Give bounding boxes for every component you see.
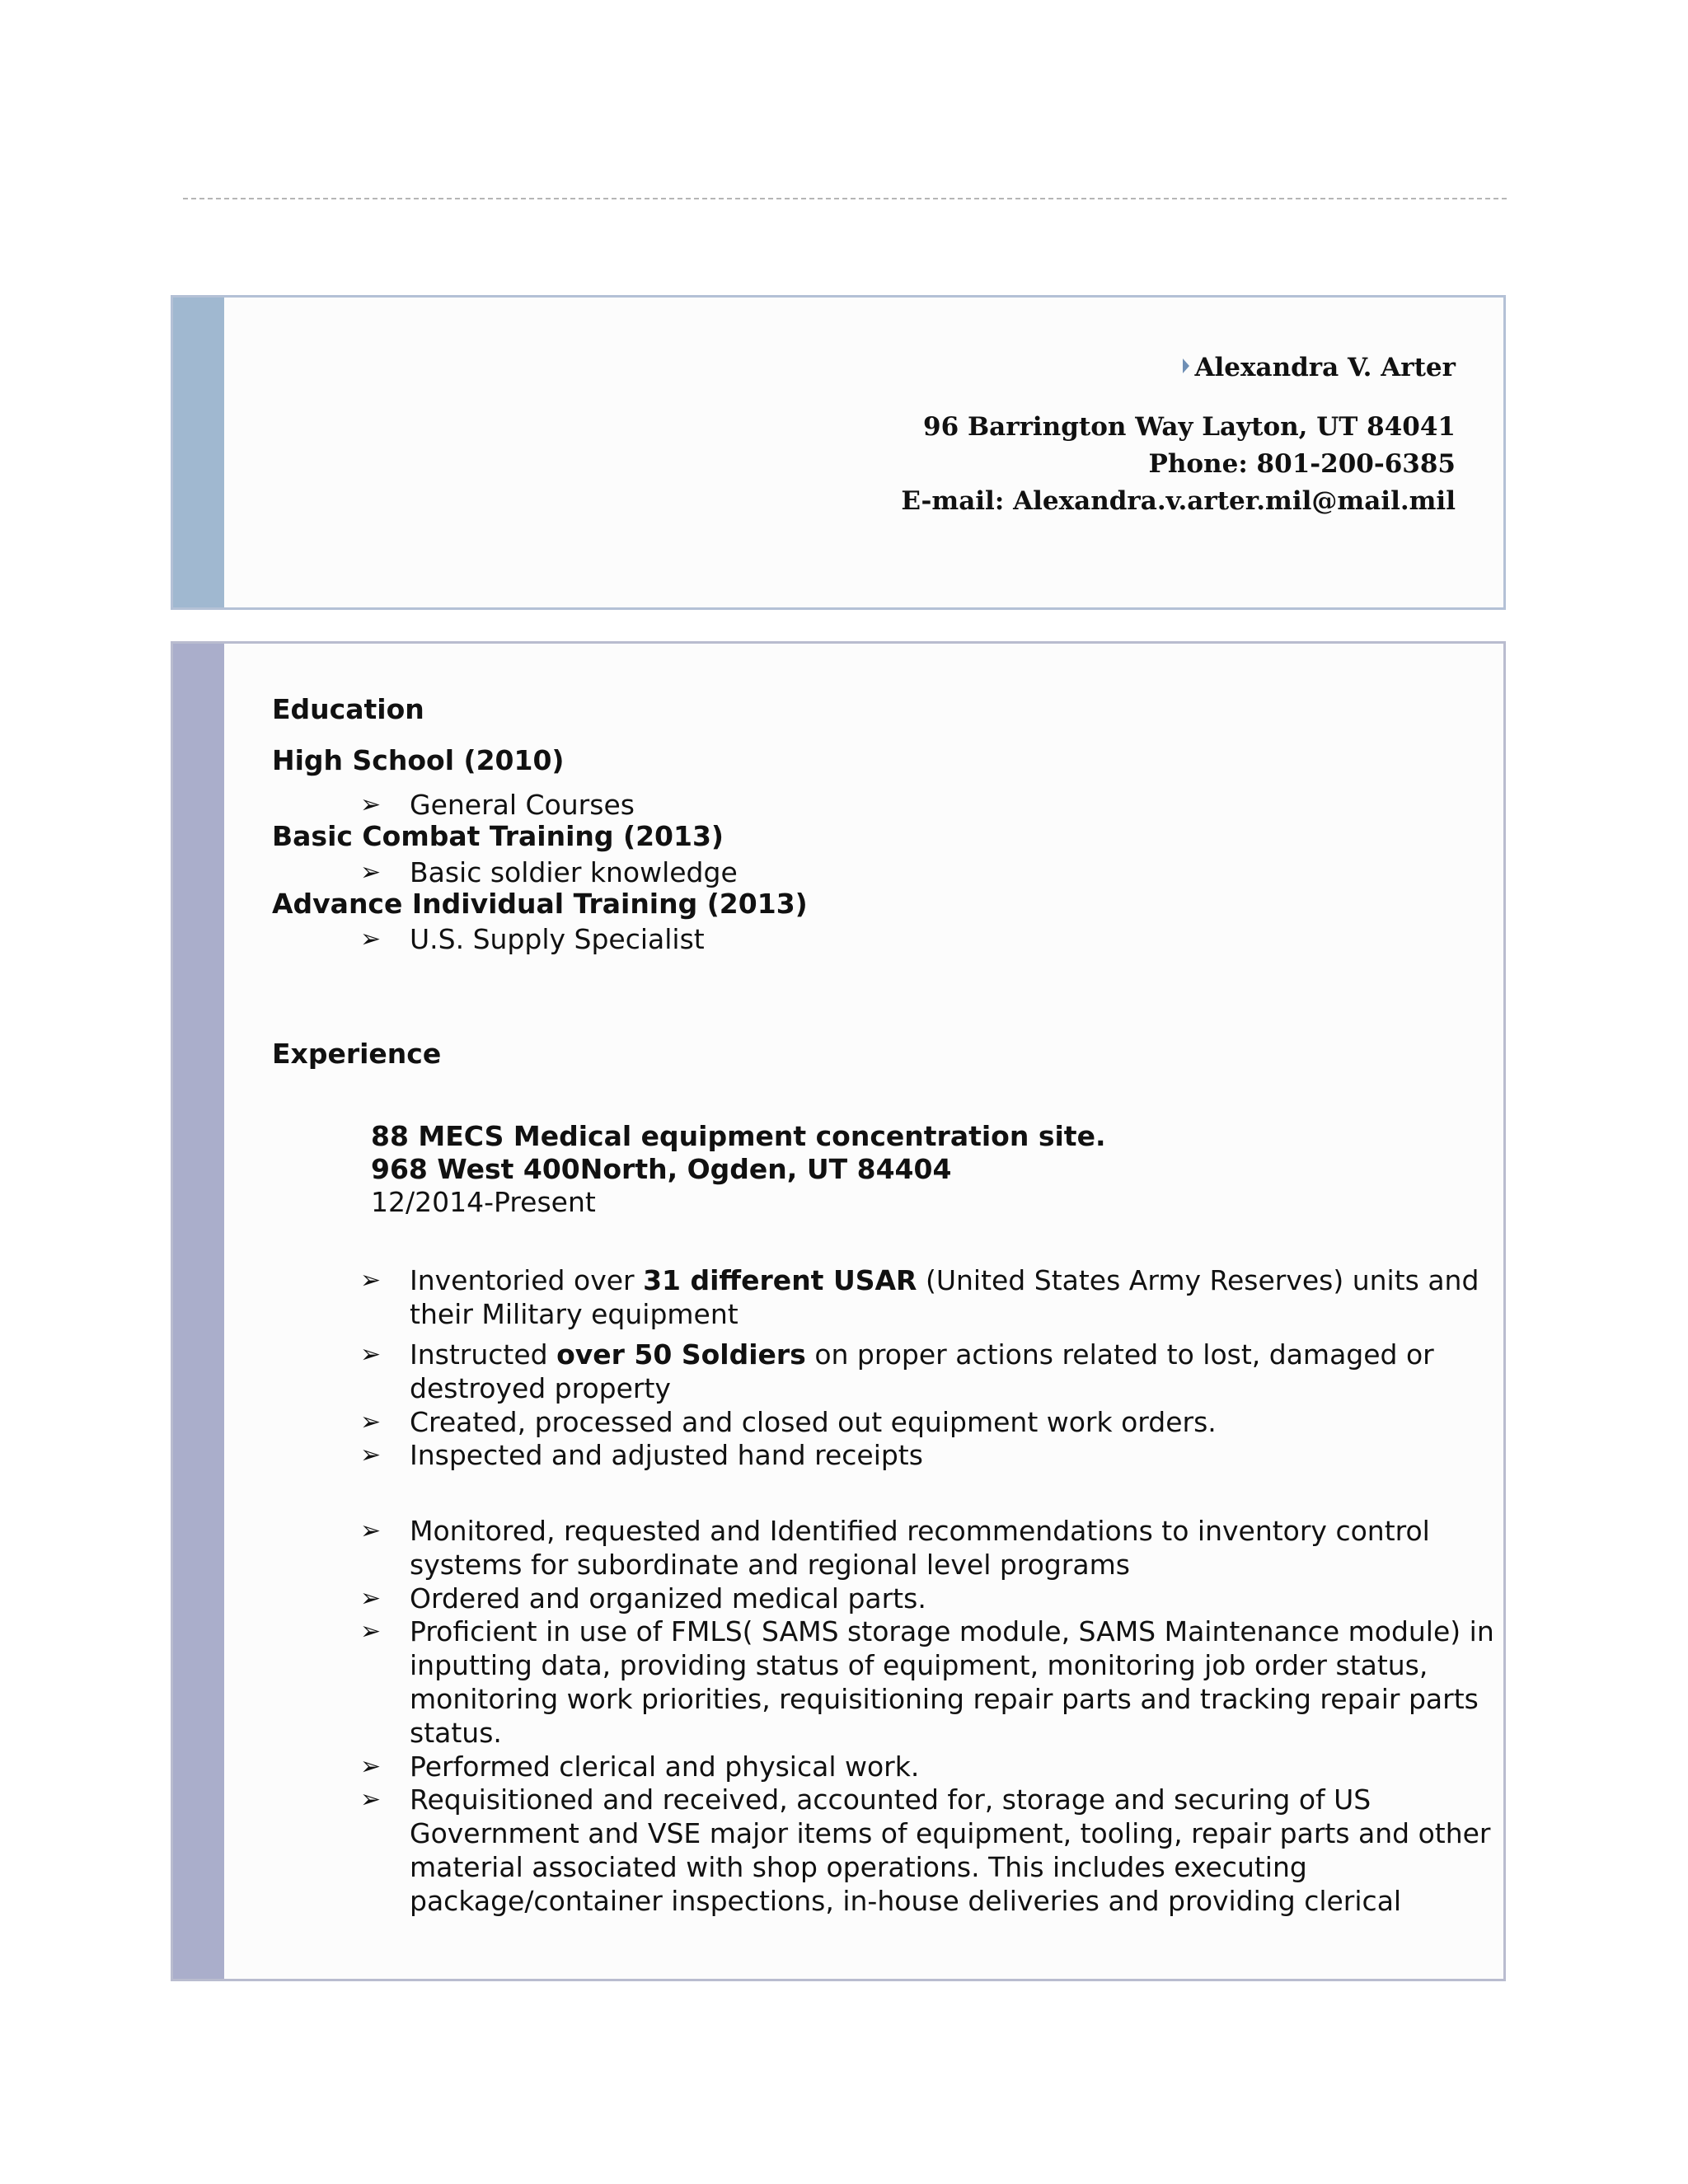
address: 96 Barrington Way Layton, UT 84041 bbox=[923, 412, 1456, 442]
employment-dates: 12/2014-Present bbox=[371, 1186, 596, 1218]
education-title: High School (2010) bbox=[272, 744, 565, 776]
arrowhead-bullet-icon: ➢ bbox=[360, 1617, 382, 1646]
experience-bullet: ➢ Ordered and organized medical parts. bbox=[360, 1582, 926, 1615]
experience-bullet: ➢ Instructed over 50 Soldiers on proper actions related to lost, damaged or destroyed property bbox=[360, 1338, 1434, 1404]
employer-address: 968 West 400North, Ogden, UT 84404 bbox=[371, 1153, 952, 1185]
arrowhead-bullet-icon: ➢ bbox=[360, 1752, 382, 1781]
arrowhead-bullet-icon: ➢ bbox=[360, 1340, 382, 1369]
experience-bullet: ➢ Performed clerical and physical work. bbox=[360, 1750, 920, 1783]
arrowhead-bullet-icon: ➢ bbox=[360, 1584, 382, 1613]
name-line bbox=[901, 349, 1456, 387]
education-title: Advance Individual Training (2013) bbox=[272, 888, 808, 920]
education-detail: ➢ U.S. Supply Specialist bbox=[360, 923, 705, 955]
arrowhead-bullet-icon: ➢ bbox=[360, 1441, 382, 1469]
experience-bullet: ➢ Inspected and adjusted hand receipts bbox=[360, 1439, 923, 1471]
dashed-divider bbox=[183, 198, 1507, 199]
arrowhead-bullet-icon: ➢ bbox=[360, 1516, 382, 1545]
education-detail: ➢ General Courses bbox=[360, 789, 635, 821]
education-heading: Education bbox=[272, 693, 424, 725]
experience-bullet: ➢ Inventoried over 31 different USAR (United States Army Reserves) units and their Military equipment bbox=[360, 1264, 1479, 1330]
experience-bullet: ➢ Monitored, requested and Identified recommendations to inventory control systems for subordinate and regional level programs bbox=[360, 1515, 1430, 1581]
experience-bullet: ➢ Created, processed and closed out equipment work orders. bbox=[360, 1406, 1217, 1438]
contact-panel bbox=[171, 295, 1506, 610]
education-title: Basic Combat Training (2013) bbox=[272, 820, 724, 852]
caret-right-icon bbox=[1183, 359, 1189, 373]
email: E-mail: Alexandra.v.arter.mil@mail.mil bbox=[901, 486, 1456, 516]
contact-panel-band bbox=[173, 298, 224, 607]
arrowhead-bullet-icon: ➢ bbox=[360, 858, 382, 887]
applicant-name: Alexandra V. Arter bbox=[1194, 353, 1456, 382]
contact-block bbox=[901, 349, 1456, 520]
experience-bullet: ➢ Proficient in use of FMLS( SAMS storage module, SAMS Maintenance module) in inputting data, providing status of equipment, monitoring job order status, monitoring work priorities, requisitioning repair parts and tracking repair parts status. bbox=[360, 1615, 1494, 1749]
employer-name: 88 MECS Medical equipment concentration site. bbox=[371, 1120, 1106, 1152]
arrowhead-bullet-icon: ➢ bbox=[360, 1408, 382, 1436]
arrowhead-bullet-icon: ➢ bbox=[360, 1785, 382, 1814]
experience-heading: Experience bbox=[272, 1038, 442, 1070]
phone: Phone: 801-200-6385 bbox=[1148, 449, 1456, 479]
arrowhead-bullet-icon: ➢ bbox=[360, 1266, 382, 1295]
experience-bullet: ➢ Requisitioned and received, accounted for, storage and securing of US Government and VSE major items of equipment, tooling, repair parts and other material associated with shop operations. This includes executing package/container inspections, in-house deliveries and providing clerical bbox=[360, 1783, 1491, 1917]
arrowhead-bullet-icon: ➢ bbox=[360, 790, 382, 819]
resume-body-content bbox=[173, 644, 1503, 1979]
resume-body-panel bbox=[171, 641, 1506, 1981]
arrowhead-bullet-icon: ➢ bbox=[360, 925, 382, 954]
education-detail: ➢ Basic soldier knowledge bbox=[360, 856, 738, 888]
